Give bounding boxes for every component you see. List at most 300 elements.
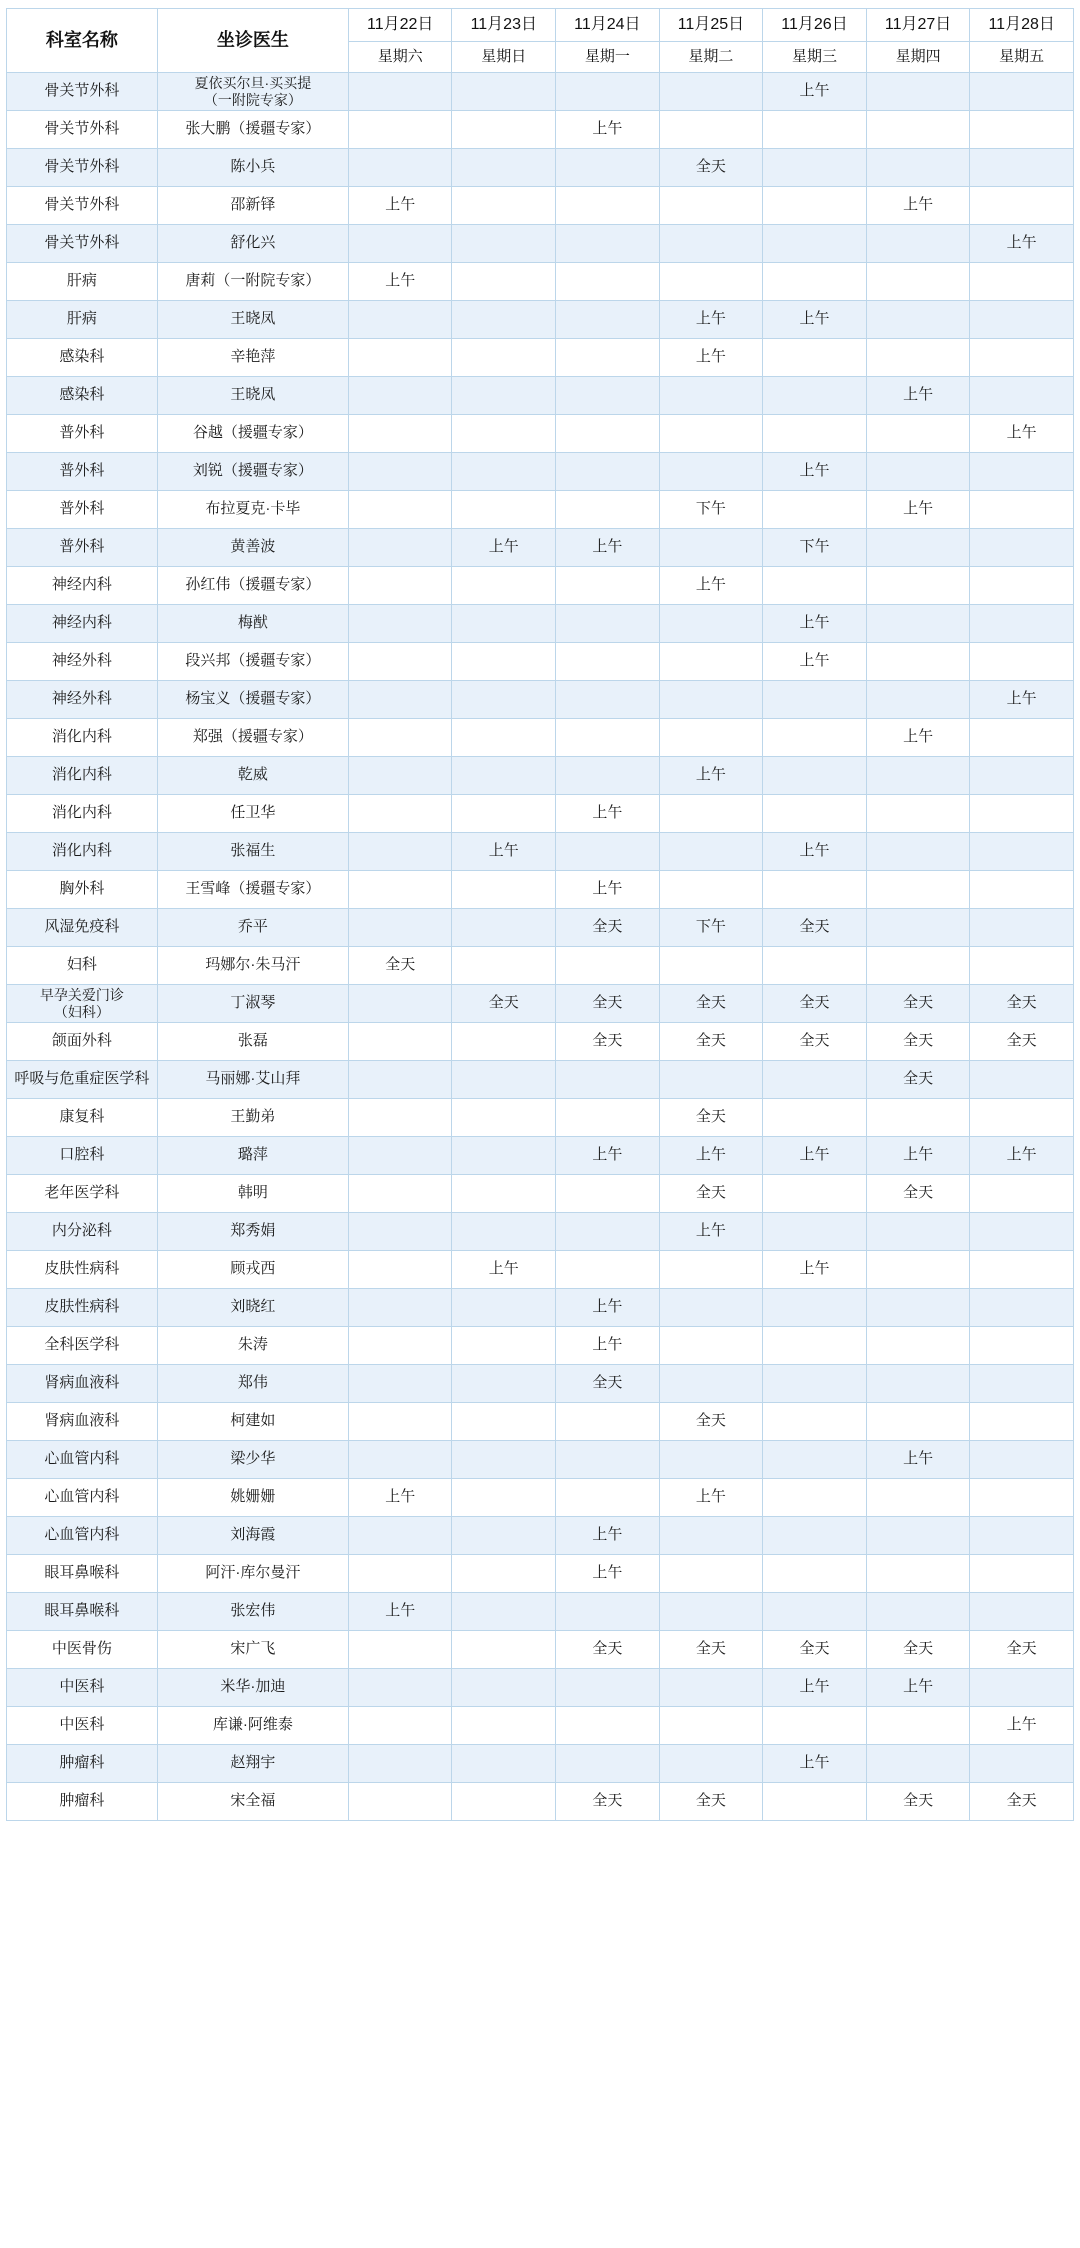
header-weekday-1: 星期日 <box>452 42 556 73</box>
cell-slot <box>763 757 867 795</box>
cell-slot <box>556 1593 660 1631</box>
table-row <box>7 453 1074 491</box>
cell-slot <box>763 1593 867 1631</box>
cell-slot <box>348 301 452 339</box>
cell-slot <box>348 1517 452 1555</box>
table-row <box>7 1289 1074 1327</box>
cell-slot: 上午 <box>970 1707 1074 1745</box>
cell-slot <box>763 339 867 377</box>
cell-slot <box>659 73 763 111</box>
cell-slot: 全天 <box>763 1023 867 1061</box>
cell-slot <box>866 415 970 453</box>
cell-slot: 上午 <box>970 681 1074 719</box>
cell-department: 心血管内科 <box>7 1479 158 1517</box>
cell-doctor: 张磊 <box>157 1023 348 1061</box>
cell-department: 口腔科 <box>7 1137 158 1175</box>
cell-slot <box>556 377 660 415</box>
cell-slot <box>348 491 452 529</box>
cell-slot <box>556 1403 660 1441</box>
cell-slot <box>348 985 452 1023</box>
cell-slot <box>348 529 452 567</box>
cell-slot <box>348 415 452 453</box>
table-row <box>7 681 1074 719</box>
cell-department: 肾病血液科 <box>7 1403 158 1441</box>
cell-slot <box>763 1289 867 1327</box>
cell-slot <box>452 795 556 833</box>
cell-slot <box>659 1555 763 1593</box>
cell-department: 风湿免疫科 <box>7 909 158 947</box>
header-date-4: 11月26日 <box>763 9 867 42</box>
cell-slot <box>556 947 660 985</box>
cell-doctor: 段兴邦（援疆专家） <box>157 643 348 681</box>
cell-slot <box>348 1707 452 1745</box>
cell-slot <box>970 833 1074 871</box>
cell-doctor: 赵翔宇 <box>157 1745 348 1783</box>
cell-doctor: 王勤弟 <box>157 1099 348 1137</box>
cell-slot: 上午 <box>970 415 1074 453</box>
table-row <box>7 719 1074 757</box>
cell-slot <box>556 1251 660 1289</box>
table-row <box>7 491 1074 529</box>
cell-slot <box>866 681 970 719</box>
cell-slot <box>348 567 452 605</box>
cell-slot: 全天 <box>556 909 660 947</box>
table-row <box>7 1479 1074 1517</box>
cell-slot <box>348 1783 452 1821</box>
cell-slot <box>866 795 970 833</box>
table-row <box>7 415 1074 453</box>
cell-slot <box>452 1479 556 1517</box>
cell-slot <box>348 1175 452 1213</box>
cell-slot <box>866 73 970 111</box>
cell-slot <box>452 1441 556 1479</box>
cell-slot: 上午 <box>866 187 970 225</box>
header-weekday-5: 星期四 <box>866 42 970 73</box>
cell-slot <box>556 681 660 719</box>
cell-slot: 全天 <box>348 947 452 985</box>
cell-slot <box>556 149 660 187</box>
cell-slot <box>452 149 556 187</box>
cell-slot <box>659 681 763 719</box>
cell-department: 皮肤性病科 <box>7 1289 158 1327</box>
cell-slot <box>866 301 970 339</box>
table-body <box>7 73 1074 1821</box>
cell-slot: 上午 <box>348 1479 452 1517</box>
cell-department: 内分泌科 <box>7 1213 158 1251</box>
cell-slot <box>866 1403 970 1441</box>
cell-slot <box>452 1669 556 1707</box>
cell-doctor: 马丽娜·艾山拜 <box>157 1061 348 1099</box>
cell-doctor: 刘海霞 <box>157 1517 348 1555</box>
cell-slot <box>348 1555 452 1593</box>
cell-department: 中医科 <box>7 1669 158 1707</box>
cell-slot <box>970 1745 1074 1783</box>
cell-department: 妇科 <box>7 947 158 985</box>
cell-slot <box>763 1441 867 1479</box>
cell-slot <box>556 1175 660 1213</box>
cell-slot: 上午 <box>556 1555 660 1593</box>
cell-slot <box>970 567 1074 605</box>
cell-department: 老年医学科 <box>7 1175 158 1213</box>
cell-slot <box>452 1023 556 1061</box>
table-row <box>7 1631 1074 1669</box>
table-row <box>7 1213 1074 1251</box>
cell-department: 骨关节外科 <box>7 111 158 149</box>
cell-slot: 上午 <box>556 1517 660 1555</box>
cell-department: 眼耳鼻喉科 <box>7 1593 158 1631</box>
cell-slot: 全天 <box>556 1365 660 1403</box>
cell-slot: 下午 <box>659 491 763 529</box>
cell-department: 颌面外科 <box>7 1023 158 1061</box>
cell-slot: 全天 <box>659 1175 763 1213</box>
cell-slot: 上午 <box>659 339 763 377</box>
cell-slot <box>348 643 452 681</box>
cell-department: 呼吸与危重症医学科 <box>7 1061 158 1099</box>
cell-slot: 全天 <box>970 1631 1074 1669</box>
cell-slot: 上午 <box>659 1213 763 1251</box>
cell-slot <box>970 719 1074 757</box>
cell-slot: 上午 <box>556 1137 660 1175</box>
cell-slot <box>866 1099 970 1137</box>
cell-slot <box>763 947 867 985</box>
cell-slot: 全天 <box>659 1023 763 1061</box>
cell-slot: 上午 <box>763 833 867 871</box>
cell-slot <box>970 187 1074 225</box>
cell-slot <box>452 605 556 643</box>
cell-slot <box>452 719 556 757</box>
cell-doctor: 孙红伟（援疆专家） <box>157 567 348 605</box>
cell-doctor: 布拉夏克·卡毕 <box>157 491 348 529</box>
cell-slot <box>348 757 452 795</box>
cell-slot <box>970 1175 1074 1213</box>
cell-slot <box>452 1555 556 1593</box>
cell-slot <box>763 681 867 719</box>
cell-slot: 上午 <box>659 1479 763 1517</box>
cell-slot <box>763 1365 867 1403</box>
cell-slot <box>659 225 763 263</box>
cell-slot <box>348 377 452 415</box>
cell-slot <box>452 301 556 339</box>
cell-doctor: 刘晓红 <box>157 1289 348 1327</box>
cell-slot <box>970 605 1074 643</box>
cell-slot <box>556 263 660 301</box>
cell-slot <box>659 1593 763 1631</box>
cell-slot <box>970 1251 1074 1289</box>
cell-slot <box>970 909 1074 947</box>
cell-slot <box>866 1707 970 1745</box>
table-row <box>7 909 1074 947</box>
cell-slot <box>659 1289 763 1327</box>
cell-slot: 全天 <box>866 985 970 1023</box>
cell-slot <box>348 225 452 263</box>
cell-slot: 全天 <box>556 985 660 1023</box>
cell-department: 普外科 <box>7 453 158 491</box>
cell-slot <box>659 1745 763 1783</box>
cell-slot <box>970 1099 1074 1137</box>
cell-slot: 上午 <box>556 1327 660 1365</box>
cell-slot: 上午 <box>452 833 556 871</box>
header-date-6: 11月28日 <box>970 9 1074 42</box>
cell-slot <box>659 1441 763 1479</box>
cell-slot <box>348 1213 452 1251</box>
cell-department: 消化内科 <box>7 795 158 833</box>
cell-doctor: 顾戎西 <box>157 1251 348 1289</box>
table-row <box>7 795 1074 833</box>
cell-slot <box>659 1061 763 1099</box>
cell-slot <box>659 453 763 491</box>
cell-slot: 上午 <box>452 529 556 567</box>
cell-slot <box>866 1517 970 1555</box>
cell-slot <box>763 567 867 605</box>
cell-slot: 全天 <box>659 1631 763 1669</box>
cell-doctor: 宋广飞 <box>157 1631 348 1669</box>
table-row <box>7 149 1074 187</box>
cell-slot <box>556 73 660 111</box>
cell-slot: 全天 <box>970 1783 1074 1821</box>
cell-slot <box>348 871 452 909</box>
cell-slot: 上午 <box>763 301 867 339</box>
cell-department: 骨关节外科 <box>7 149 158 187</box>
table-row <box>7 1555 1074 1593</box>
header-date-1: 11月23日 <box>452 9 556 42</box>
cell-slot <box>452 339 556 377</box>
cell-slot <box>348 1023 452 1061</box>
cell-slot <box>556 1707 660 1745</box>
cell-department: 普外科 <box>7 491 158 529</box>
cell-slot <box>970 871 1074 909</box>
table-row <box>7 377 1074 415</box>
cell-doctor: 玛娜尔·朱马汗 <box>157 947 348 985</box>
cell-doctor: 刘锐（援疆专家） <box>157 453 348 491</box>
cell-slot: 上午 <box>970 225 1074 263</box>
cell-slot: 下午 <box>659 909 763 947</box>
cell-slot <box>866 567 970 605</box>
cell-slot <box>452 377 556 415</box>
cell-slot <box>763 225 867 263</box>
table-row <box>7 1251 1074 1289</box>
cell-slot <box>659 1707 763 1745</box>
cell-slot <box>556 719 660 757</box>
cell-doctor: 韩明 <box>157 1175 348 1213</box>
table-row <box>7 947 1074 985</box>
cell-slot <box>452 73 556 111</box>
table-row <box>7 225 1074 263</box>
cell-slot <box>452 871 556 909</box>
cell-doctor: 谷越（援疆专家） <box>157 415 348 453</box>
cell-department: 骨关节外科 <box>7 73 158 111</box>
cell-slot <box>452 1099 556 1137</box>
cell-slot <box>452 1593 556 1631</box>
cell-slot <box>452 1365 556 1403</box>
cell-doctor: 库谦·阿维泰 <box>157 1707 348 1745</box>
cell-slot <box>763 1479 867 1517</box>
cell-doctor: 梁少华 <box>157 1441 348 1479</box>
cell-slot <box>556 415 660 453</box>
cell-doctor: 王晓凤 <box>157 301 348 339</box>
cell-slot <box>866 909 970 947</box>
cell-department: 康复科 <box>7 1099 158 1137</box>
cell-slot <box>866 225 970 263</box>
cell-slot <box>866 111 970 149</box>
cell-department: 消化内科 <box>7 833 158 871</box>
header-date-5: 11月27日 <box>866 9 970 42</box>
cell-slot <box>763 1061 867 1099</box>
cell-slot <box>452 1403 556 1441</box>
cell-slot: 全天 <box>659 1099 763 1137</box>
cell-slot <box>452 225 556 263</box>
cell-slot <box>348 1403 452 1441</box>
cell-slot: 上午 <box>659 567 763 605</box>
cell-slot <box>763 149 867 187</box>
cell-slot <box>763 1403 867 1441</box>
table-row <box>7 871 1074 909</box>
cell-slot <box>452 1289 556 1327</box>
cell-department: 中医科 <box>7 1707 158 1745</box>
cell-slot <box>763 1175 867 1213</box>
cell-slot <box>452 567 556 605</box>
cell-slot <box>348 1099 452 1137</box>
cell-slot: 全天 <box>866 1783 970 1821</box>
table-row <box>7 757 1074 795</box>
table-row <box>7 1023 1074 1061</box>
cell-slot <box>866 339 970 377</box>
cell-slot: 上午 <box>659 757 763 795</box>
cell-slot: 上午 <box>348 1593 452 1631</box>
cell-slot <box>763 415 867 453</box>
cell-slot <box>556 187 660 225</box>
cell-slot: 上午 <box>556 111 660 149</box>
cell-doctor: 乔平 <box>157 909 348 947</box>
cell-slot <box>348 1289 452 1327</box>
cell-slot <box>452 187 556 225</box>
cell-slot <box>659 1327 763 1365</box>
cell-doctor: 辛艳萍 <box>157 339 348 377</box>
cell-slot: 全天 <box>763 909 867 947</box>
cell-slot <box>866 947 970 985</box>
table-row <box>7 985 1074 1023</box>
table-row <box>7 301 1074 339</box>
cell-slot <box>763 795 867 833</box>
cell-slot <box>348 1365 452 1403</box>
cell-department: 骨关节外科 <box>7 187 158 225</box>
table-row <box>7 1783 1074 1821</box>
cell-department: 早孕关爱门诊 （妇科） <box>7 985 158 1023</box>
cell-slot <box>556 453 660 491</box>
cell-slot <box>348 1251 452 1289</box>
cell-slot <box>452 681 556 719</box>
header-weekday-4: 星期三 <box>763 42 867 73</box>
cell-slot <box>970 643 1074 681</box>
cell-slot <box>866 1213 970 1251</box>
cell-slot <box>763 1327 867 1365</box>
cell-department: 胸外科 <box>7 871 158 909</box>
cell-slot <box>866 871 970 909</box>
cell-slot <box>970 339 1074 377</box>
cell-doctor: 郑秀娟 <box>157 1213 348 1251</box>
cell-slot: 全天 <box>556 1631 660 1669</box>
cell-slot <box>970 1403 1074 1441</box>
cell-doctor: 舒化兴 <box>157 225 348 263</box>
table-row <box>7 643 1074 681</box>
cell-slot <box>556 833 660 871</box>
table-row <box>7 263 1074 301</box>
cell-slot <box>659 111 763 149</box>
cell-doctor: 璐萍 <box>157 1137 348 1175</box>
table-row <box>7 529 1074 567</box>
cell-slot: 上午 <box>556 795 660 833</box>
cell-slot <box>452 1061 556 1099</box>
cell-slot <box>659 643 763 681</box>
cell-department: 肝病 <box>7 263 158 301</box>
cell-slot <box>970 795 1074 833</box>
cell-slot: 上午 <box>866 491 970 529</box>
cell-doctor: 朱涛 <box>157 1327 348 1365</box>
cell-slot <box>866 833 970 871</box>
cell-slot <box>659 415 763 453</box>
cell-slot <box>348 111 452 149</box>
cell-slot <box>866 757 970 795</box>
cell-department: 肾病血液科 <box>7 1365 158 1403</box>
table-header <box>7 9 1074 73</box>
cell-slot: 全天 <box>866 1175 970 1213</box>
cell-slot <box>348 795 452 833</box>
table-row <box>7 605 1074 643</box>
cell-department: 肝病 <box>7 301 158 339</box>
cell-department: 全科医学科 <box>7 1327 158 1365</box>
cell-slot: 全天 <box>866 1023 970 1061</box>
cell-slot: 全天 <box>970 985 1074 1023</box>
cell-slot: 全天 <box>659 1783 763 1821</box>
cell-slot <box>763 1783 867 1821</box>
cell-department: 神经外科 <box>7 681 158 719</box>
cell-slot <box>556 1061 660 1099</box>
cell-doctor: 张福生 <box>157 833 348 871</box>
table-row <box>7 1137 1074 1175</box>
cell-slot <box>452 1175 556 1213</box>
cell-department: 肿瘤科 <box>7 1745 158 1783</box>
table-row <box>7 1061 1074 1099</box>
cell-doctor: 郑伟 <box>157 1365 348 1403</box>
cell-slot <box>970 529 1074 567</box>
cell-slot <box>866 529 970 567</box>
cell-slot <box>763 1707 867 1745</box>
table-row <box>7 1403 1074 1441</box>
cell-slot <box>866 263 970 301</box>
cell-slot: 上午 <box>763 605 867 643</box>
header-weekday-0: 星期六 <box>348 42 452 73</box>
cell-slot: 下午 <box>763 529 867 567</box>
cell-slot: 上午 <box>866 1441 970 1479</box>
cell-doctor: 王雪峰（援疆专家） <box>157 871 348 909</box>
header-date-0: 11月22日 <box>348 9 452 42</box>
cell-slot <box>866 643 970 681</box>
cell-slot: 上午 <box>970 1137 1074 1175</box>
cell-slot <box>348 605 452 643</box>
header-weekday-3: 星期二 <box>659 42 763 73</box>
cell-department: 心血管内科 <box>7 1441 158 1479</box>
cell-slot <box>452 1707 556 1745</box>
cell-slot <box>556 1441 660 1479</box>
cell-slot <box>970 1593 1074 1631</box>
cell-slot <box>556 757 660 795</box>
cell-slot: 上午 <box>763 643 867 681</box>
cell-slot: 上午 <box>556 871 660 909</box>
cell-slot <box>556 1745 660 1783</box>
cell-slot <box>866 1745 970 1783</box>
cell-slot: 上午 <box>763 1251 867 1289</box>
cell-slot: 全天 <box>452 985 556 1023</box>
cell-doctor: 陈小兵 <box>157 149 348 187</box>
